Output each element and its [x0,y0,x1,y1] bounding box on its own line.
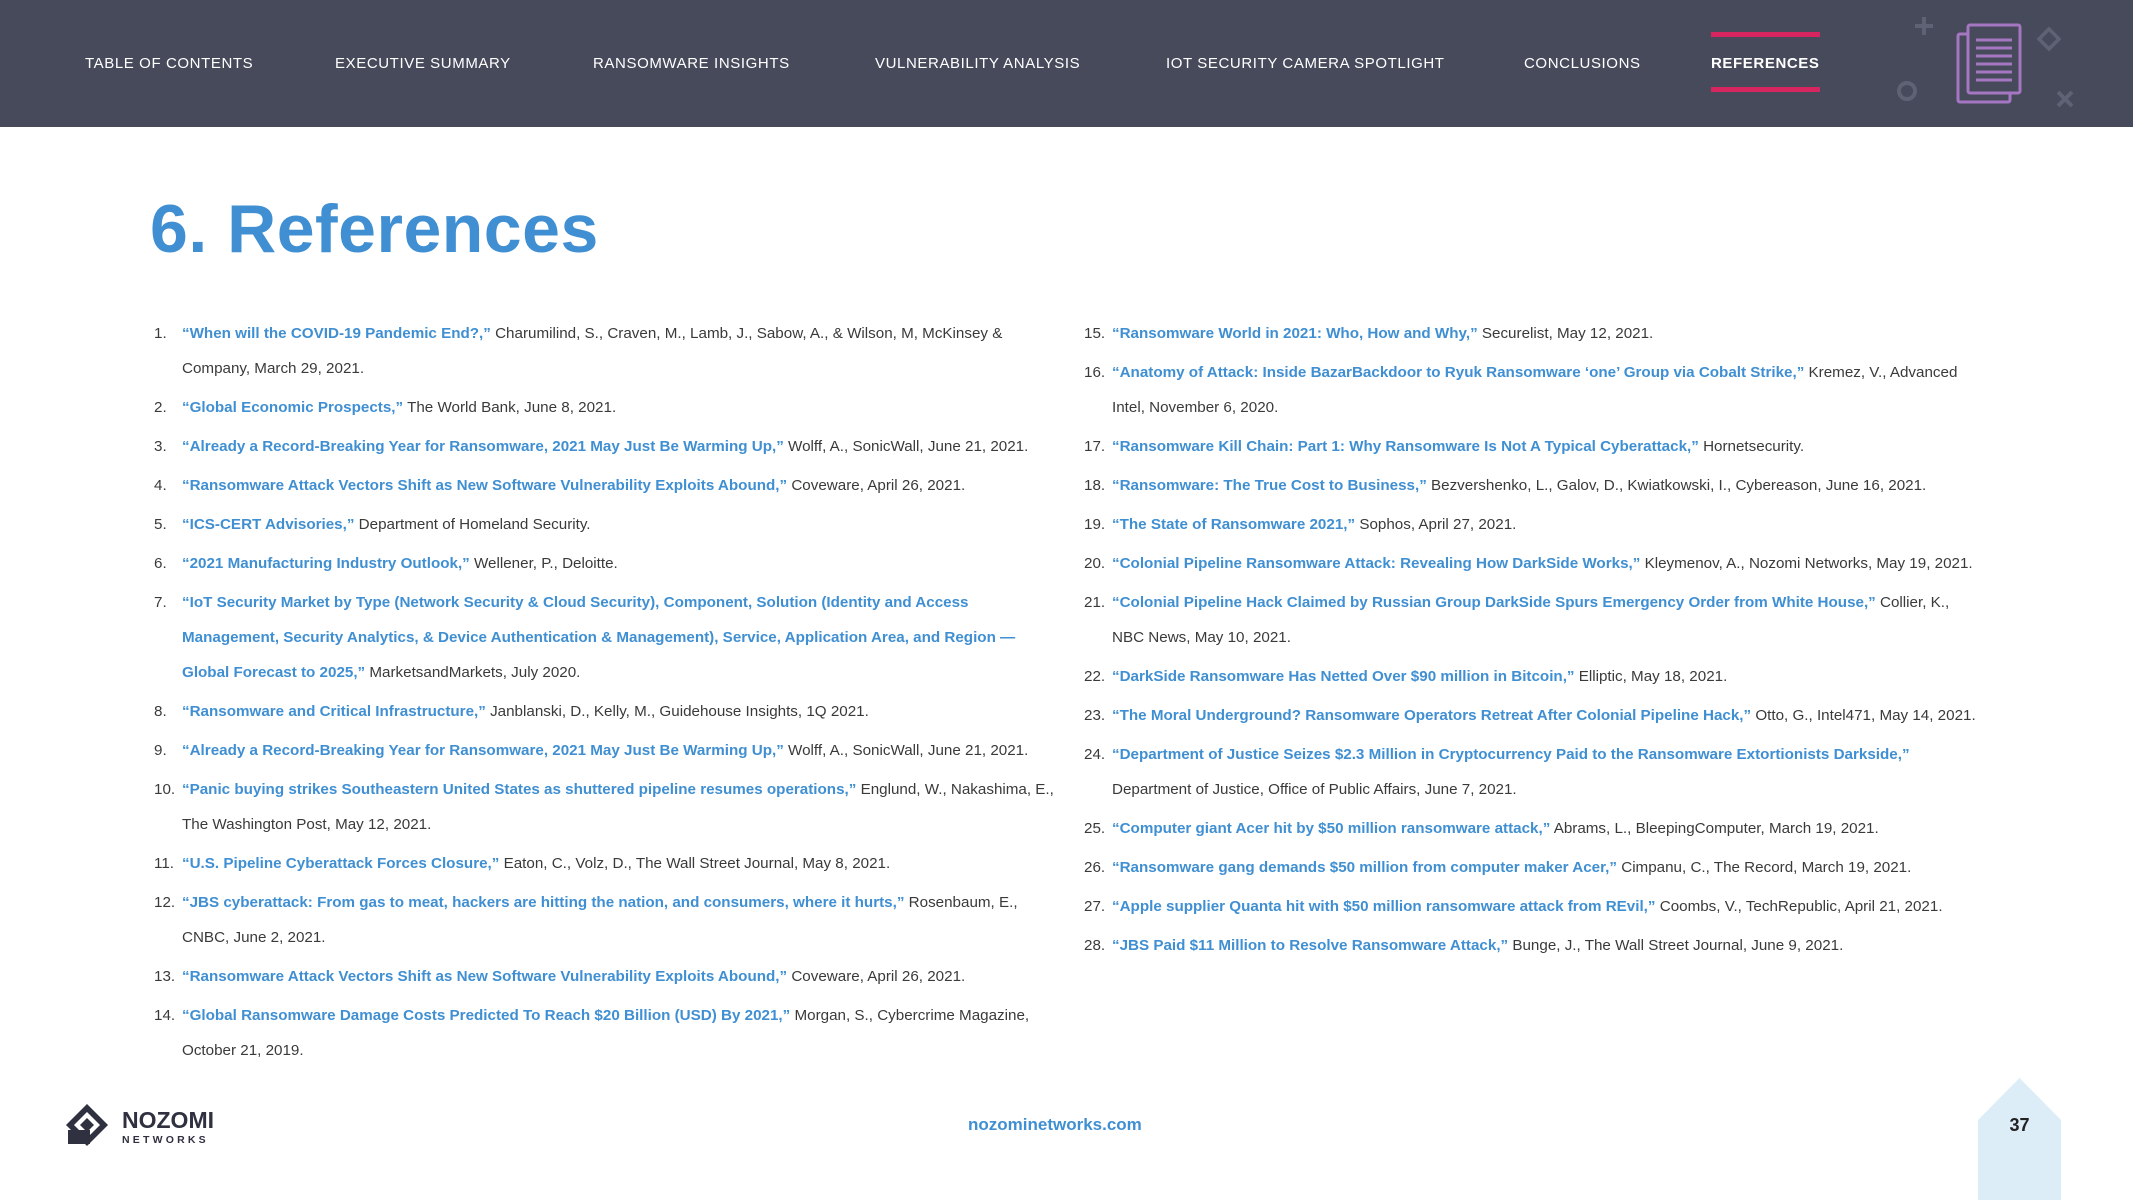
diamond-decoration-icon [2036,26,2062,52]
reference-source: The World Bank, June 8, 2021. [403,399,617,416]
reference-source: Coveware, April 26, 2021. [787,968,966,985]
reference-number: 20. [1084,555,1106,572]
reference-title-link[interactable]: “Global Economic Prospects,” [182,399,404,416]
references-left-column [154,316,1054,1072]
reference-item [1084,355,1984,425]
reference-item [1084,850,1984,885]
reference-number: 23. [1084,707,1106,724]
reference-title-link[interactable]: “DarkSide Ransomware Has Netted Over $90 million in Bitcoin,” [1112,668,1575,685]
reference-title-link[interactable]: “JBS cyberattack: From gas to meat, hackers are hitting the nation, and consumers, where it hurts,” [182,894,905,911]
page-number-tab [1978,1075,2061,1200]
reference-number: 27. [1084,898,1106,915]
nav-item-iot-security-camera-spotlight[interactable]: IOT SECURITY CAMERA SPOTLIGHT [1166,55,1445,72]
reference-title-link[interactable]: “Anatomy of Attack: Inside BazarBackdoor to Ryuk Ransomware ‘one’ Group via Cobalt Strike,” [1112,364,1805,381]
reference-item [1084,698,1984,733]
reference-item [154,546,1054,581]
reference-title-link[interactable]: “Ransomware and Critical Infrastructure,” [182,703,486,720]
reference-title-link[interactable]: “When will the COVID-19 Pandemic End?,” [182,325,491,342]
reference-title-link[interactable]: “Already a Record-Breaking Year for Ransomware, 2021 May Just Be Warming Up,” [182,438,784,455]
page-number: 37 [2009,1115,2030,1135]
reference-title-link[interactable]: “Ransomware World in 2021: Who, How and Why,” [1112,325,1478,342]
reference-item [154,316,1054,386]
reference-number: 6. [154,555,167,572]
reference-number: 24. [1084,746,1106,763]
reference-number: 8. [154,703,167,720]
reference-number: 10. [154,781,176,798]
reference-item [1084,468,1984,503]
reference-number: 22. [1084,668,1106,685]
reference-title-link[interactable]: “The Moral Underground? Ransomware Operators Retreat After Colonial Pipeline Hack,” [1112,707,1752,724]
reference-number: 17. [1084,438,1106,455]
reference-number: 7. [154,594,167,611]
reference-item [154,846,1054,881]
reference-item [154,507,1054,542]
reference-title-link[interactable]: “Ransomware: The True Cost to Business,” [1112,477,1427,494]
reference-number: 26. [1084,859,1106,876]
reference-title-link[interactable]: “Ransomware Kill Chain: Part 1: Why Ransomware Is Not A Typical Cyberattack,” [1112,438,1699,455]
nav-item-table-of-contents[interactable]: TABLE OF CONTENTS [85,55,254,72]
reference-item [1084,585,1984,655]
cross-decoration-icon [2054,88,2076,110]
reference-item [1084,889,1984,924]
reference-source: Otto, G., Intel471, May 14, 2021. [1751,707,1976,724]
reference-item [154,772,1054,842]
reference-title-link[interactable]: “Already a Record-Breaking Year for Ransomware, 2021 May Just Be Warming Up,” [182,742,784,759]
reference-number: 18. [1084,477,1106,494]
reference-title-link[interactable]: “2021 Manufacturing Industry Outlook,” [182,555,470,572]
reference-source: Rosenbaum, E., CNBC, June 2, 2021. [182,894,1018,946]
reference-number: 5. [154,516,167,533]
svg-text:NOZOMI: NOZOMI [122,1107,214,1133]
reference-number: 1. [154,325,167,342]
reference-number: 25. [1084,820,1106,837]
reference-source: MarketsandMarkets, July 2020. [365,664,581,681]
reference-source: Bezvershenko, L., Galov, D., Kwiatkowski, I., Cybereason, June 16, 2021. [1426,477,1927,494]
reference-number: 14. [154,1007,176,1024]
reference-source: Cimpanu, C., The Record, March 19, 2021. [1617,859,1912,876]
reference-title-link[interactable]: “U.S. Pipeline Cyberattack Forces Closure,” [182,855,500,872]
nav-item-executive-summary[interactable]: EXECUTIVE SUMMARY [335,55,511,72]
plus-decoration-icon [1912,14,1936,38]
reference-title-link[interactable]: “Ransomware Attack Vectors Shift as New Software Vulnerability Exploits Abound,” [182,477,788,494]
reference-item [1084,737,1984,807]
reference-item [154,694,1054,729]
reference-title-link[interactable]: “Panic buying strikes Southeastern United States as shuttered pipeline resumes operations,” [182,781,857,798]
reference-title-link[interactable]: “Colonial Pipeline Hack Claimed by Russian Group DarkSide Spurs Emergency Order from White House,” [1112,594,1876,611]
reference-number: 15. [1084,325,1106,342]
reference-title-link[interactable]: “Colonial Pipeline Ransomware Attack: Revealing How DarkSide Works,” [1112,555,1641,572]
reference-title-link[interactable]: “Global Ransomware Damage Costs Predicted To Reach $20 Billion (USD) By 2021,” [182,1007,791,1024]
page-title: 6. References [150,191,599,267]
reference-source: Englund, W., Nakashima, E., The Washington Post, May 12, 2021. [182,781,1054,833]
reference-source: Wolff, A., SonicWall, June 21, 2021. [783,742,1029,759]
reference-number: 11. [154,855,174,872]
reference-title-link[interactable]: “ICS-CERT Advisories,” [182,516,355,533]
reference-title-link[interactable]: “Computer giant Acer hit by $50 million ransomware attack,” [1112,820,1551,837]
reference-number: 13. [154,968,176,985]
nav-item-references[interactable]: REFERENCES [1711,0,1820,127]
reference-source: Kleymenov, A., Nozomi Networks, May 19, 2021. [1640,555,1973,572]
reference-item [1084,316,1984,351]
reference-number: 28. [1084,937,1106,954]
reference-number: 3. [154,438,167,455]
reference-number: 19. [1084,516,1106,533]
reference-item [1084,928,1984,963]
reference-item [1084,507,1984,542]
reference-source: Wolff, A., SonicWall, June 21, 2021. [783,438,1029,455]
nozomi-networks-logo [60,1100,240,1154]
website-link[interactable]: nozominetworks.com [968,1115,1142,1134]
reference-item [1084,546,1984,581]
reference-title-link[interactable]: “Department of Justice Seizes $2.3 Million in Cryptocurrency Paid to the Ransomware Extortionists Darkside,” [1112,746,1910,763]
reference-source: Bunge, J., The Wall Street Journal, June 9, 2021. [1508,937,1844,954]
reference-number: 2. [154,399,167,416]
reference-number: 16. [1084,364,1106,381]
svg-text:NETWORKS: NETWORKS [122,1134,209,1146]
reference-source: Coveware, April 26, 2021. [787,477,966,494]
reference-item [154,390,1054,425]
reference-source: Wellener, P., Deloitte. [469,555,618,572]
nav-item-ransomware-insights[interactable]: RANSOMWARE INSIGHTS [593,55,790,72]
reference-title-link[interactable]: “Ransomware Attack Vectors Shift as New Software Vulnerability Exploits Abound,” [182,968,788,985]
circle-decoration-icon [1894,78,1920,104]
reference-source: Coombs, V., TechRepublic, April 21, 2021. [1655,898,1943,915]
reference-source: Kremez, V., Advanced Intel, November 6, 2020. [1112,364,1958,416]
reference-number: 9. [154,742,167,759]
reference-source: Securelist, May 12, 2021. [1477,325,1654,342]
reference-source: Department of Homeland Security. [354,516,591,533]
reference-title-link[interactable]: “JBS Paid $11 Million to Resolve Ransomware Attack,” [1112,937,1509,954]
reference-number: 12. [154,894,176,911]
reference-item [1084,659,1984,694]
reference-source: Abrams, L., BleepingComputer, March 19, 2021. [1550,820,1879,837]
reference-item [1084,811,1984,846]
reference-item [1084,429,1984,464]
reference-source: Collier, K., NBC News, May 10, 2021. [1112,594,1950,646]
reference-number: 4. [154,477,167,494]
nav-item-vulnerability-analysis[interactable]: VULNERABILITY ANALYSIS [875,55,1081,72]
reference-item [154,468,1054,503]
reference-item [154,585,1054,690]
nav-item-conclusions[interactable]: CONCLUSIONS [1524,55,1641,72]
reference-item [154,885,1054,955]
references-right-column [1084,316,1984,967]
reference-item [154,959,1054,994]
reference-source: Hornetsecurity. [1698,438,1805,455]
reference-source: Elliptic, May 18, 2021. [1574,668,1728,685]
reference-source: Charumilind, S., Craven, M., Lamb, J., Sabow, A., & Wilson, M, McKinsey & Company, March 29, 2021. [182,325,1003,377]
top-navigation-bar [0,0,2133,127]
reference-item [154,733,1054,768]
reference-source: Janblanski, D., Kelly, M., Guidehouse Insights, 1Q 2021. [485,703,869,720]
reference-item [154,998,1054,1068]
reference-title-link[interactable]: “The State of Ransomware 2021,” [1112,516,1356,533]
reference-source: Morgan, S., Cybercrime Magazine, October 21, 2019. [182,1007,1030,1059]
reference-title-link[interactable]: “IoT Security Market by Type (Network Security & Cloud Security), Component, Solution (Identity and Access Management, Security Analytics, & Device Authentication & Management), Service, Application Area, and Region — Global Forecast to 2025,” [182,594,1016,681]
reference-source: Eaton, C., Volz, D., The Wall Street Journal, May 8, 2021. [499,855,891,872]
reference-title-link[interactable]: “Apple supplier Quanta hit with $50 million ransomware attack from REvil,” [1112,898,1656,915]
reference-item [154,429,1054,464]
document-icon [1956,22,2026,106]
reference-source: Sophos, April 27, 2021. [1355,516,1517,533]
reference-source: Department of Justice, Office of Public Affairs, June 7, 2021. [1112,781,1517,798]
reference-title-link[interactable]: “Ransomware gang demands $50 million from computer maker Acer,” [1112,859,1617,876]
reference-number: 21. [1084,594,1106,611]
